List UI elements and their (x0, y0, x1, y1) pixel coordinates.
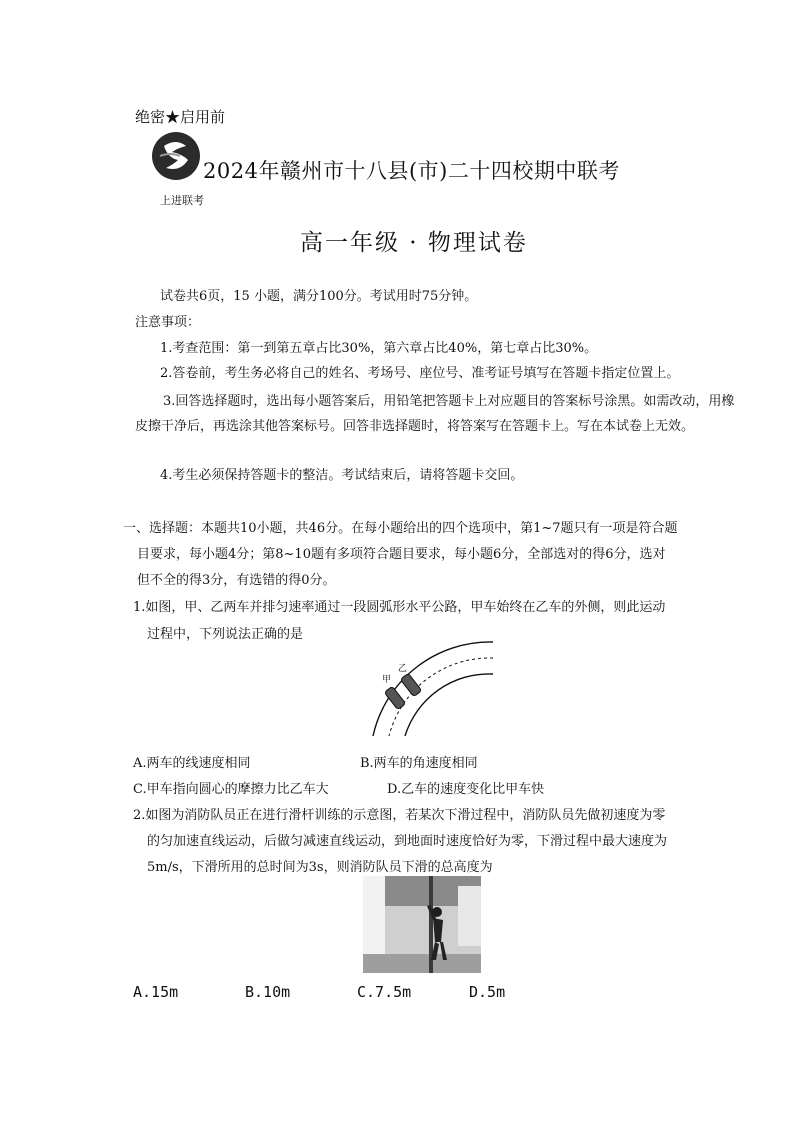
logo-caption: 上进联考 (160, 194, 204, 207)
exam-intro: 试卷共6页，15 小题，满分100分。考试用时75分钟。 (160, 289, 478, 304)
q2-stem-line-3: 5m/s，下滑所用的总时间为3s，则消防队员下滑的总高度为 (147, 860, 493, 875)
q1-stem-line-2: 过程中，下列说法正确的是 (147, 627, 304, 642)
notice-item-4: 4.考生必须保持答题卡的整洁。考试结束后，请将答题卡交回。 (160, 468, 524, 483)
notice-item-2: 2.答卷前，考生务必将自己的姓名、考场号、座位号、准考证号填写在答题卡指定位置上。 (160, 366, 680, 381)
q1-stem-line-1: 1.如图，甲、乙两车并排匀速率通过一段圆弧形水平公路，甲车始终在乙车的外侧，则此运动 (133, 600, 666, 615)
section-line-3: 但不全的得3分，有选错的得0分。 (137, 573, 336, 588)
notice-item-3: 3.回答选择题时，选出每小题答案后，用铅笔把答题卡上对应题目的答案标号涂黑。如需改动，用橡皮擦干净后，再选涂其他答案标号。回答非选择题时，将答案写在答题卡上。写在本试卷上无效。 (135, 394, 735, 434)
q2-stem-line-2: 的匀加速直线运动，后做匀减速直线运动，到地面时速度恰好为零，下滑过程中最大速度为 (147, 834, 668, 849)
inner-car-label: 乙 (398, 664, 408, 674)
question-2-stem (133, 803, 733, 881)
notice-heading: 注意事项： (135, 315, 201, 330)
outer-car-icon (384, 686, 405, 709)
q1-option-b: B.两车的角速度相同 (360, 756, 478, 771)
secret-label: 绝密★启用前 (135, 108, 226, 126)
q1-option-a: A.两车的线速度相同 (133, 756, 251, 771)
q2-option-b: B.10m (245, 983, 291, 1001)
q2-option-d: D.5m (469, 983, 506, 1001)
exam-logo-icon (150, 130, 202, 182)
section-line-2: 目要求，每小题4分；第8~10题有多项符合题目要求，每小题6分，全部选对的得6分，选对 (137, 547, 666, 562)
firefighter-pole-photo (363, 876, 481, 973)
inner-car-icon (400, 673, 421, 696)
notice-item-1: 1.考查范围：第一到第五章占比30%，第六章占比40%，第七章占比30%。 (160, 341, 598, 356)
q2-option-a: A.15m (133, 983, 179, 1001)
curved-road-figure (365, 638, 495, 738)
section-line-1: 一、选择题：本题共10小题，共46分。在每小题给出的四个选项中，第1~7题只有一项是符合题 (123, 521, 678, 536)
exam-title: 2024年赣州市十八县(市)二十四校期中联考 (203, 159, 620, 183)
q2-stem-line-1: 2.如图为消防队员正在进行滑杆训练的示意图，若某次下滑过程中，消防队员先做初速度为零 (133, 808, 666, 823)
q1-option-c: C.甲车指向圆心的摩擦力比乙车大 (133, 782, 329, 797)
section-choice-instructions (123, 516, 723, 594)
q2-option-c: C.7.5m (357, 983, 412, 1001)
outer-car-label: 甲 (382, 675, 392, 685)
q1-option-d: D.乙车的速度变化比甲车快 (387, 782, 545, 797)
subject-title: 高一年级 · 物理试卷 (300, 230, 528, 256)
